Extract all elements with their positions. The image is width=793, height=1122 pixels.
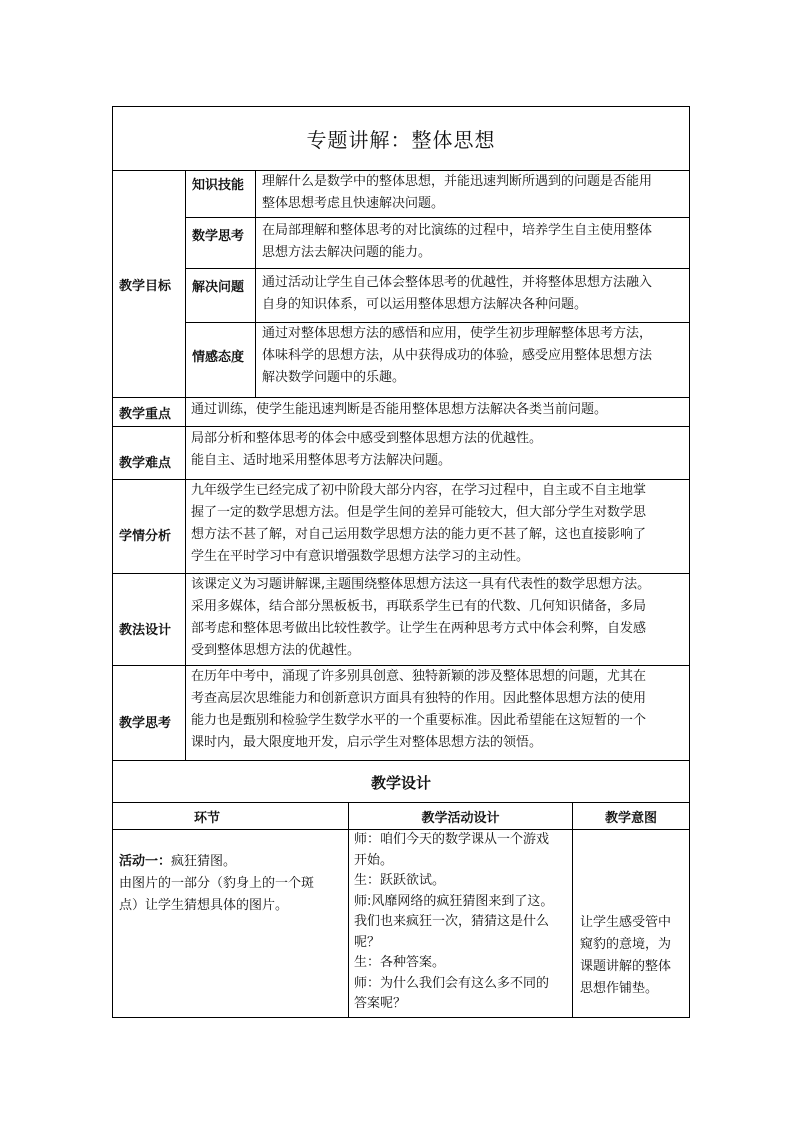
analysis-text-line: 想方法不甚了解，对自己运用数学思想方法的能力更不甚了解，这也直接影响了 xyxy=(191,527,647,542)
dialogue-line: 生：各种答案。 xyxy=(354,955,446,970)
key-point-text: 通过训练，使学生能迅速判断是否能用整体思想方法解决各类当前问题。 xyxy=(191,402,608,417)
objective-text-line: 解决数学问题中的乐趣。 xyxy=(262,370,406,385)
analysis-text-line: 握了一定的数学思想方法。但是学生间的差异可能较大，但大部分学生对数学思 xyxy=(191,505,647,520)
dialogue-line: 生：跃跃欲试。 xyxy=(354,873,446,888)
analysis-label: 学情分析 xyxy=(119,529,172,544)
objective-name: 数学思考 xyxy=(192,229,245,244)
objective-text-line: 通过活动让学生自己体会整体思考的优越性，并将整体思想方法融入 xyxy=(262,275,653,290)
activity-title: 活动一： xyxy=(119,854,172,869)
dialogue-line: 开始。 xyxy=(354,852,394,868)
design-title: 教学设计 xyxy=(370,774,431,792)
objective-text-line: 在局部理解和整体思考的对比演练的过程中，培养学生自主使用整体 xyxy=(262,223,653,238)
objective-text-line: 思想方法去解决问题的能力。 xyxy=(262,245,432,260)
intent-line: 窥豹的意境，为 xyxy=(580,937,672,952)
activity-heading xyxy=(119,851,236,873)
difficulty-text-line: 能自主、适时地采用整体思考方法解决问题。 xyxy=(191,453,452,468)
objective-text-line: 自身的知识体系，可以运用整体思想方法解决各种问题。 xyxy=(262,297,588,312)
objective-name: 解决问题 xyxy=(192,280,245,295)
objectives-label: 教学目标 xyxy=(119,279,172,294)
dialogue-line: 师：为什么我们会有这么多不同的 xyxy=(354,975,550,991)
design-header-activity: 教学活动设计 xyxy=(421,811,500,826)
reflection-text-line: 考查高层次思维能力和创新意识方面具有独特的作用。因此整体思想方法的使用 xyxy=(191,691,647,706)
dialogue-line: 我们也来疯狂一次，猜猜这是什么 xyxy=(354,914,550,929)
activity-desc-line: 点）让学生猜想具体的图片。 xyxy=(119,898,289,913)
reflection-text-line: 在历年中考中，涌现了许多别具创意、独特新颖的涉及整体思想的问题，尤其在 xyxy=(191,669,647,684)
reflection-text-line: 课时内，最大限度地开发，启示学生对整体思想方法的领悟。 xyxy=(191,735,543,750)
design-header-stage: 环节 xyxy=(193,811,220,826)
dialogue-line: 呢？ xyxy=(354,934,381,950)
reflection-text-line: 能力也是甄别和检验学生数学水平的一个重要标准。因此希望能在这短暂的一个 xyxy=(191,713,647,728)
design-header-intent: 教学意图 xyxy=(604,811,657,826)
method-text-line: 受到整体思想方法的优越性。 xyxy=(191,643,361,658)
method-text-line: 采用多媒体，结合部分黑板板书，再联系学生已有的代数、几何知识储备，多局 xyxy=(191,599,647,614)
objective-text-line: 理解什么是数学中的整体思想，并能迅速判断所遇到的问题是否能用 xyxy=(262,174,653,189)
method-label: 教法设计 xyxy=(119,623,172,638)
difficulty-text-line: 局部分析和整体思考的体会中感受到整体思想方法的优越性。 xyxy=(191,431,543,446)
analysis-text-line: 九年级学生已经完成了初中阶段大部分内容，在学习过程中，自主或不自主地掌 xyxy=(191,483,647,498)
intent-line: 思想作铺垫。 xyxy=(580,981,659,996)
analysis-text-line: 学生在平时学习中有意识增强数学思想方法学习的主动性。 xyxy=(191,549,530,564)
intent-line: 让学生感受管中 xyxy=(580,915,672,930)
intent-line: 课题讲解的整体 xyxy=(580,959,672,974)
dialogue-line: 答案呢？ xyxy=(354,996,407,1011)
page-title: 专题讲解：整体思想 xyxy=(306,127,496,152)
objective-text-line: 通过对整体思想方法的感悟和应用，使学生初步理解整体思考方法， xyxy=(262,326,653,341)
key-point-label: 教学重点 xyxy=(119,407,172,422)
objective-name: 情感态度 xyxy=(192,350,245,365)
method-text-line: 该课定义为习题讲解课,主题围绕整体思想方法这一具有代表性的数学思想方法。 xyxy=(191,577,651,592)
dialogue-line: 师:风靡网络的疯狂猜图来到了这。 xyxy=(354,893,554,909)
reflection-label: 教学思考 xyxy=(119,716,172,731)
objective-text-line: 整体思想考虑且快速解决问题。 xyxy=(262,196,445,211)
objective-name: 知识技能 xyxy=(192,178,245,193)
method-text-line: 部考虑和整体思考做出比较性教学。让学生在两种思考方式中体会利弊，自发感 xyxy=(191,621,647,636)
activity-desc-line: 由图片的一部分（豹身上的一个斑 xyxy=(119,876,315,891)
objective-text-line: 体味科学的思想方法，从中获得成功的体验，感受应用整体思想方法 xyxy=(262,348,653,363)
difficulty-label: 教学难点 xyxy=(119,456,172,471)
dialogue-line: 师：咱们今天的数学课从一个游戏 xyxy=(354,832,550,847)
activity-name: 疯狂猜图。 xyxy=(171,854,237,869)
